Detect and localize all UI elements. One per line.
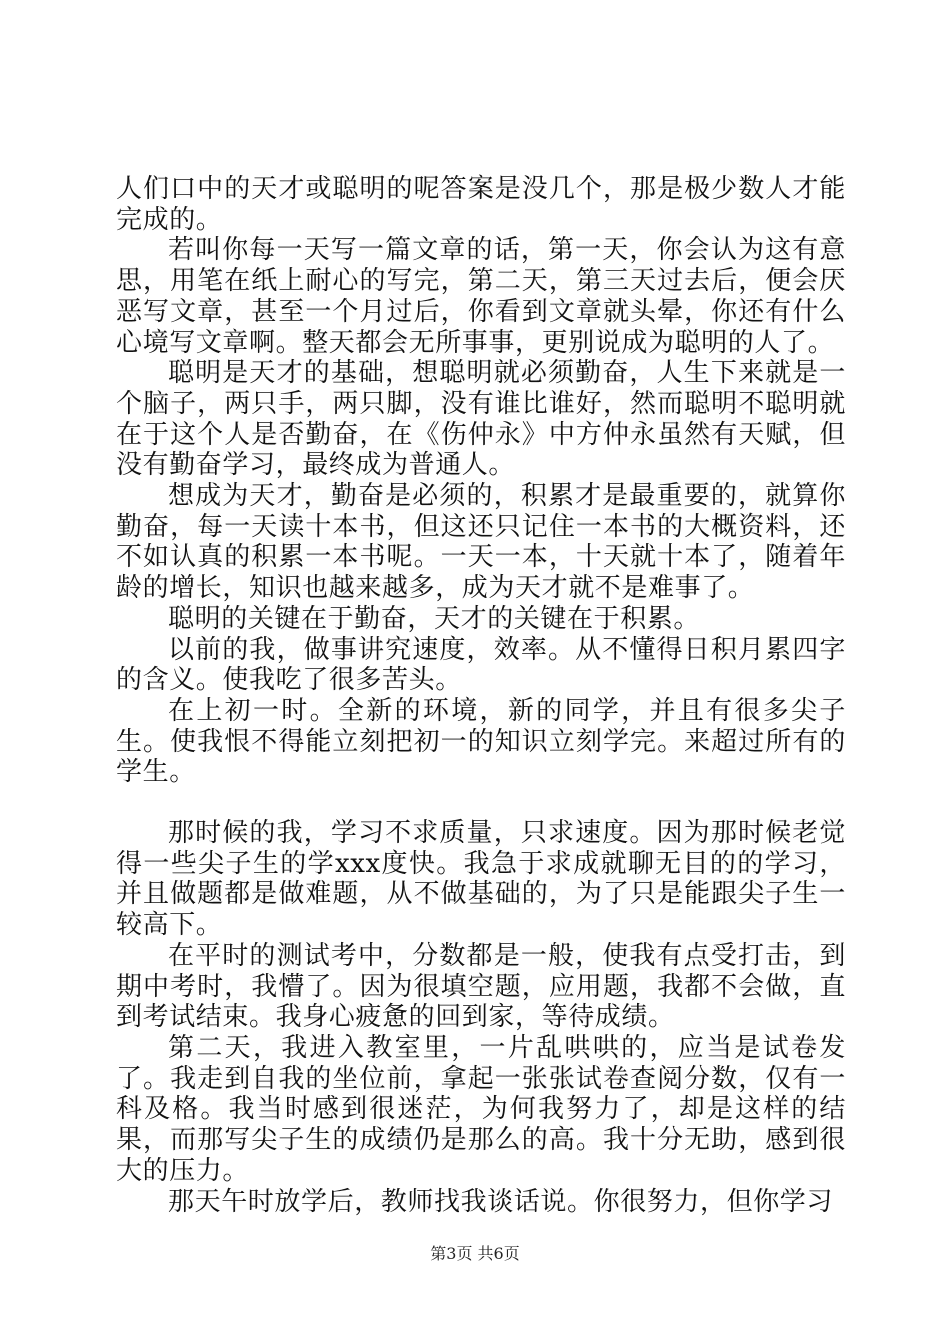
paragraph-5: 聪明的关键在于勤奋，天才的关键在于积累。	[168, 603, 701, 634]
paragraph-9: 在平时的测试考中，分数都是一般，使我有点受打击，到期中考时，我懵了。因为很填空题，应用题，我都不会做，直到考试结束。我身心疲惫的回到家，等待成绩。	[116, 940, 846, 1033]
document-body	[116, 174, 846, 1217]
paragraph-4: 想成为天才，勤奋是必须的，积累才是最重要的，就算你勤奋，每一天读十本书，但这还只记住一本书的大概资料，还不如认真的积累一本书呢。一天一本，十天就十本了，随着年龄的增长，知识也越来越多，成为天才就不是难事了。	[116, 481, 846, 604]
paragraph-2: 若叫你每一天写一篇文章的话，第一天，你会认为这有意思，用笔在纸上耐心的写完，第二天，第三天过去后，便会厌恶写文章，甚至一个月过后，你看到文章就头晕，你还有什么心境写文章啊。整天都会无所事事，更别说成为聪明的人了。	[116, 235, 846, 358]
paragraph-6: 以前的我，做事讲究速度，效率。从不懂得日积月累四字的含义。使我吃了很多苦头。	[116, 634, 846, 696]
paragraph-1: 人们口中的天才或聪明的呢答案是没几个，那是极少数人才能完成的。	[116, 174, 846, 235]
paragraph-8: 那时候的我，学习不求质量，只求速度。因为那时候老觉得一些尖子生的学xxx度快。我急于求成就聊无目的的学习，并且做题都是做难题，从不做基础的，为了只是能跟尖子生一较高下。	[116, 818, 846, 941]
paragraph-7: 在上初一时。全新的环境，新的同学，并且有很多尖子生。使我恨不得能立刻把初一的知识立刻学完。来超过所有的学生。	[116, 695, 846, 788]
paragraph-10: 第二天，我进入教室里，一片乱哄哄的，应当是试卷发了。我走到自我的坐位前，拿起一张张试卷查阅分数，仅有一科及格。我当时感到很迷茫，为何我努力了，却是这样的结果，而那写尖子生的成绩仍是那么的高。我十分无助，感到很大的压力。	[116, 1032, 846, 1186]
page-footer: 第3页 共6页	[430, 1244, 520, 1263]
paragraph-3: 聪明是天才的基础，想聪明就必须勤奋，人生下来就是一个脑子，两只手，两只脚，没有谁比谁好，然而聪明不聪明就在于这个人是否勤奋，在《伤仲永》中方仲永虽然有天赋，但没有勤奋学习，最终成为普通人。	[116, 358, 846, 481]
paragraph-11: 那天午时放学后，教师找我谈话说。你很努力，但你学习	[168, 1186, 834, 1217]
